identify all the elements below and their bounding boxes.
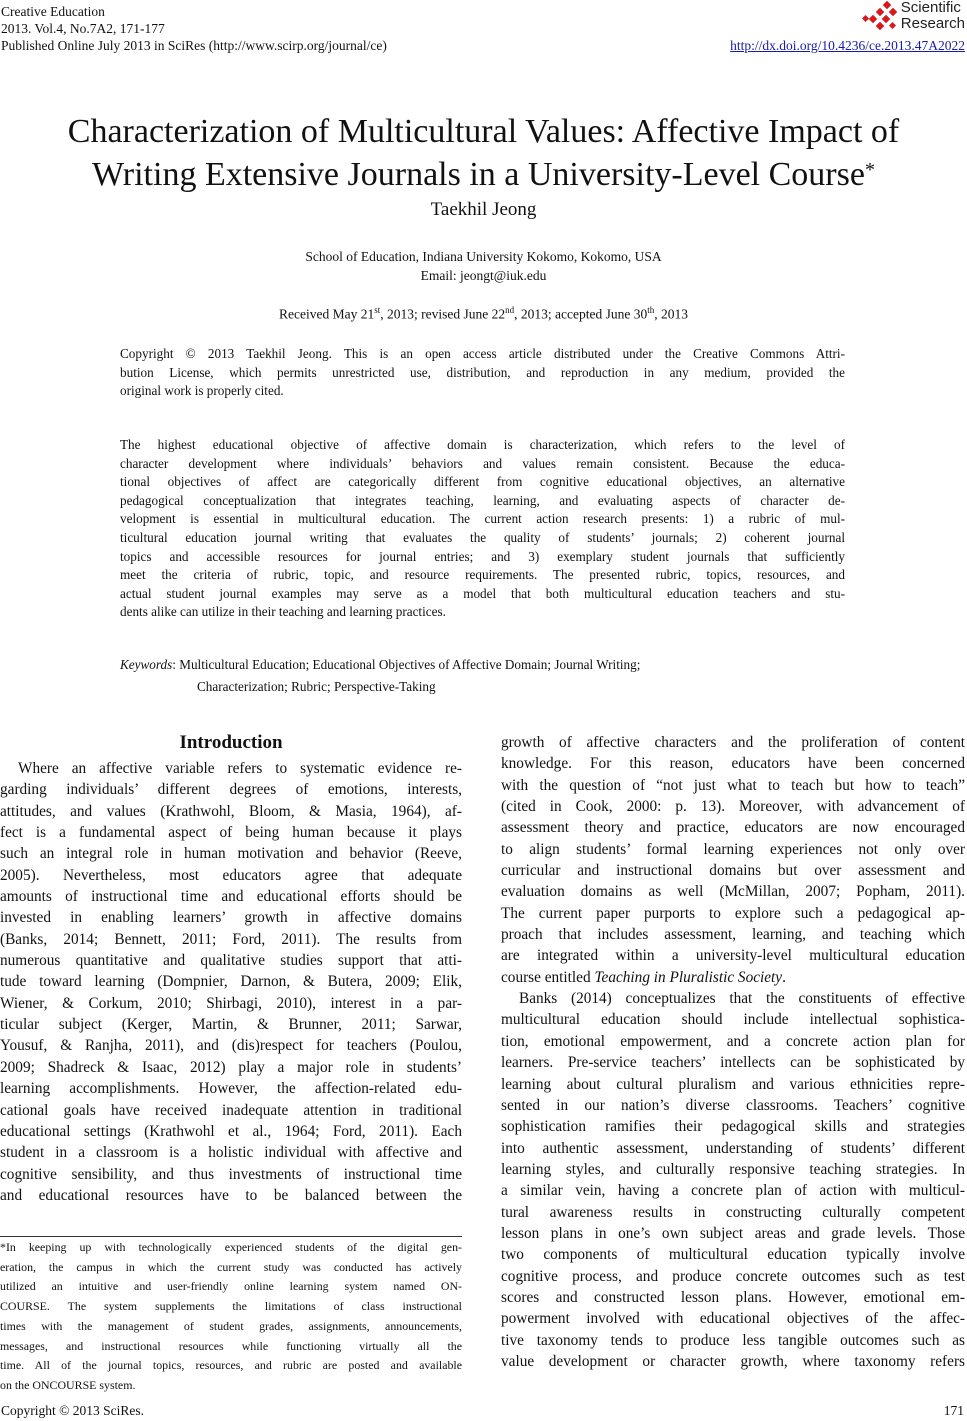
right-column-text — [501, 732, 965, 1372]
text-line: velopment is essential in multicultural education. The current action research presents: 1) a rubric of mul- — [120, 511, 845, 527]
text-line: amounts of instructional time and educational efforts should be — [0, 888, 462, 906]
author-affiliation: School of Education, Indiana University Kokomo, Kokomo, USA — [305, 249, 662, 264]
text-line: 2005). Nevertheless, most educators agree that adequate — [0, 866, 462, 884]
logo-text-research: Research — [900, 15, 965, 32]
journal-name: Creative Education — [1, 4, 105, 19]
scientific-research-logo — [862, 0, 965, 32]
text-line: character development where individuals’ behaviors and values remain consistent. Because the educa- — [120, 455, 845, 471]
text-line: and educational resources have to be balanced between the — [0, 1186, 462, 1204]
text-line: (cited in Cook, 2000: p. 13). Moreover, with advancement of — [501, 798, 965, 816]
doi-link[interactable]: http://dx.doi.org/10.4236/ce.2013.47A2022 — [730, 38, 965, 53]
text-line: Yousuf, & Ranjha, 2011), and (dis)respect for teachers (Poulou, — [0, 1037, 462, 1055]
keywords — [120, 654, 640, 698]
text-line: educational settings (Krathwohl et al., 1964; Ford, 2011). Each — [0, 1122, 462, 1140]
text-line: powerment involved with educational objectives of the affec- — [501, 1310, 965, 1328]
text-line: The highest educational objective of affective domain is characterization, which refers to the level of — [120, 437, 845, 452]
footnote — [0, 1238, 462, 1396]
text-line: cognitive process, and produce concrete outcomes such as test — [501, 1267, 965, 1285]
keywords-label: Keywords — [120, 657, 173, 672]
text-line: knowledge. For this reason, educators have been concerned — [501, 755, 965, 773]
course-title-italic: Teaching in Pluralistic Society — [594, 968, 783, 986]
text-line: messages, and instructional resources while functioning virtually all the — [0, 1338, 462, 1353]
author-name: Taekhil Jeong — [430, 199, 537, 220]
text-line: attitudes, and values (Krathwohl, Bloom, & Masia, 1964), af- — [0, 802, 462, 820]
text-line: value development or character growth, where taxonomy refers — [501, 1352, 965, 1370]
text-line: on the ONCOURSE system. — [0, 1377, 136, 1392]
text-line: (Banks, 2014; Bennett, 2011; Ford, 2011). The results from — [0, 930, 462, 948]
left-column-text — [0, 758, 462, 1206]
text-line: cational goals have received inadequate attention in traditional — [0, 1101, 462, 1119]
text-line: Copyright © 2013 Taekhil Jeong. This is an open access article distributed under the Creative Commons Attri- — [120, 346, 845, 361]
text-line: to align students’ formal learning experiences not only over — [501, 840, 965, 858]
text-line: such an integral role in human motivation and behavior (Reeve, — [0, 845, 462, 863]
text-line: cognitive sensibility, and thus investments of instructional time — [0, 1165, 462, 1183]
copyright-notice — [120, 345, 845, 401]
text-line: learners. Pre-service teachers’ intellects can be sophisticated by — [501, 1054, 965, 1072]
logo-text-scientific: Scientific — [900, 0, 961, 16]
text-line: fect is a fundamental aspect of being human because it plays — [0, 824, 462, 842]
published-online: Published Online July 2013 in SciRes (http://www.scirp.org/journal/ce) — [1, 38, 387, 53]
text-line: a similar vein, having a concrete plan of action with multicul- — [501, 1182, 965, 1200]
received-dates: Received May 21st, 2013; revised June 22nd, 2013; accepted June 30th, 2013 — [279, 305, 688, 322]
text-line: into authentic assessment, understanding of students’ different — [501, 1139, 965, 1157]
section-heading-introduction: Introduction — [179, 732, 283, 753]
text-line: learning styles, and culturally responsive teaching strategies. In — [501, 1160, 965, 1178]
text-line: 2009; Shadreck & Isaac, 2012) play a major role in students’ — [0, 1058, 462, 1076]
text-line: sented in our nation’s diverse classrooms. Teachers’ cognitive — [501, 1096, 965, 1114]
text-line: tion, emotional empowerment, and a concrete action plan for — [501, 1032, 965, 1050]
page-number: 171 — [943, 1403, 964, 1418]
text-line: two components of multicultural education typically involve — [501, 1246, 965, 1264]
text-line: course entitled Teaching in Pluralistic Society. — [501, 968, 786, 986]
text-line: scores and constructed lesson plans. However, emotional em- — [501, 1288, 965, 1306]
text-line: sophistication ramifies their pedagogical skills and strategies — [501, 1118, 965, 1136]
text-line: The current paper purports to explore such a pedagogical ap- — [501, 904, 965, 922]
text-line: garding individuals’ different degrees of emotions, interests, — [0, 781, 462, 799]
paragraph-1-lines — [501, 732, 965, 967]
text-line: meet the criteria of rubric, topic, and resource requirements. The presented rubric, topics, resources, and — [120, 567, 845, 583]
text-line: Wiener, & Corkum, 2010; Shirbagi, 2010), interest in a par- — [0, 994, 462, 1012]
text-line: assessment theory and practice, educators are now encouraged — [501, 819, 965, 837]
text-line: invested in enabling learners’ growth in affective domains — [0, 909, 462, 927]
text-line: tive taxonomy tends to produce less tangible outcomes such as — [501, 1331, 965, 1349]
text-line: lesson plans in one’s own subject areas and grade levels. Those — [501, 1224, 965, 1242]
text-line: tional objectives of affect are categorically different from cognitive educational objectives, an alternative — [120, 474, 845, 490]
footer-copyright: Copyright © 2013 SciRes. — [1, 1403, 145, 1418]
text-line: ticultural education journal writing that evaluates the quality of students’ journals; 2) coherent journal — [120, 529, 845, 545]
text-line: tural awareness results in constructing culturally competent — [501, 1203, 965, 1221]
text-line: *In keeping up with technologically experienced students of the digital gen- — [0, 1240, 462, 1254]
text-line: student in a classroom is a holistic individual with affective and — [0, 1144, 462, 1162]
text-line: topics and accessible resources for journal entries; and 3) exemplary student journals that sufficiently — [120, 548, 845, 564]
text-line: proach that includes assessment, learning, and teaching which — [501, 926, 965, 944]
journal-info — [1, 3, 387, 54]
text-line: actual student journal examples may serve as a model that both multicultural education teachers and stu- — [120, 585, 845, 601]
text-line: with the question of “not just what to teach but how to teach” — [501, 776, 965, 794]
text-line: utilized an intuitive and user-friendly online learning system named ON- — [0, 1279, 462, 1294]
diamond-logo-icon — [862, 1, 898, 31]
text-line: tude toward learning (Dompnier, Darnon, & Butera, 2009; Elik, — [0, 973, 462, 991]
text-line: evaluation domains as well (McMillan, 2007; Popham, 2011). — [501, 883, 965, 901]
text-line: ticular subject (Kerger, Martin, & Brunner, 2011; Sarwar, — [0, 1016, 462, 1034]
keywords-line-2: Characterization; Rubric; Perspective-Taking — [197, 679, 436, 694]
text-line: curricular and instructional domains but over assessment and — [501, 862, 965, 880]
journal-volume: 2013. Vol.4, No.7A2, 171-177 — [1, 21, 165, 36]
keywords-line-1: : Multicultural Education; Educational Objectives of Affective Domain; Journal Writing; — [172, 657, 641, 672]
footnote-divider — [0, 1236, 462, 1237]
title-line-1: Characterization of Multicultural Values: Affective Impact of — [67, 113, 900, 150]
text-line: multicultural education should include intellectual sophistica- — [501, 1011, 965, 1029]
paper-title — [0, 110, 967, 196]
text-line: learning about cultural pluralism and various ethnicities repre- — [501, 1075, 965, 1093]
text-line: bution License, which permits unrestricted use, distribution, and reproduction in any medium, provided the — [120, 364, 845, 380]
text-line: COURSE. The system supplements the limitations of class instructional — [0, 1299, 462, 1314]
text-line: eration, the campus in which the current study was conducted has actively — [0, 1259, 462, 1274]
text-line: Where an affective variable refers to systematic evidence re- — [18, 760, 462, 777]
text-line: are integrated within a university-level multicultural education — [501, 947, 965, 965]
author-email: Email: jeongt@iuk.edu — [420, 268, 547, 283]
text-line: times with the management of student grades, assignments, announcements, — [0, 1318, 462, 1333]
paragraph-2-lines — [501, 988, 965, 1372]
title-footnote-mark: * — [864, 159, 875, 181]
abstract — [120, 436, 845, 622]
title-line-2: Writing Extensive Journals in a University-Level Course — [92, 156, 865, 193]
text-line: Banks (2014) conceptualizes that the constituents of effective — [519, 990, 965, 1008]
text-line: growth of affective characters and the proliferation of content — [501, 734, 965, 751]
text-line: original work is properly cited. — [120, 383, 284, 399]
text-line: pedagogical conceptualization that integrates teaching, learning, and evaluating aspects of character de- — [120, 492, 845, 508]
text-line: dents alike can utilize in their teaching and learning practices. — [120, 604, 446, 620]
text-line: time. All of the journal topics, resources, and rubric are posted and available — [0, 1358, 462, 1373]
text-line: numerous quantitative and qualitative studies support that atti- — [0, 952, 462, 970]
text-line: learning accomplishments. However, the affection-related edu- — [0, 1080, 462, 1098]
